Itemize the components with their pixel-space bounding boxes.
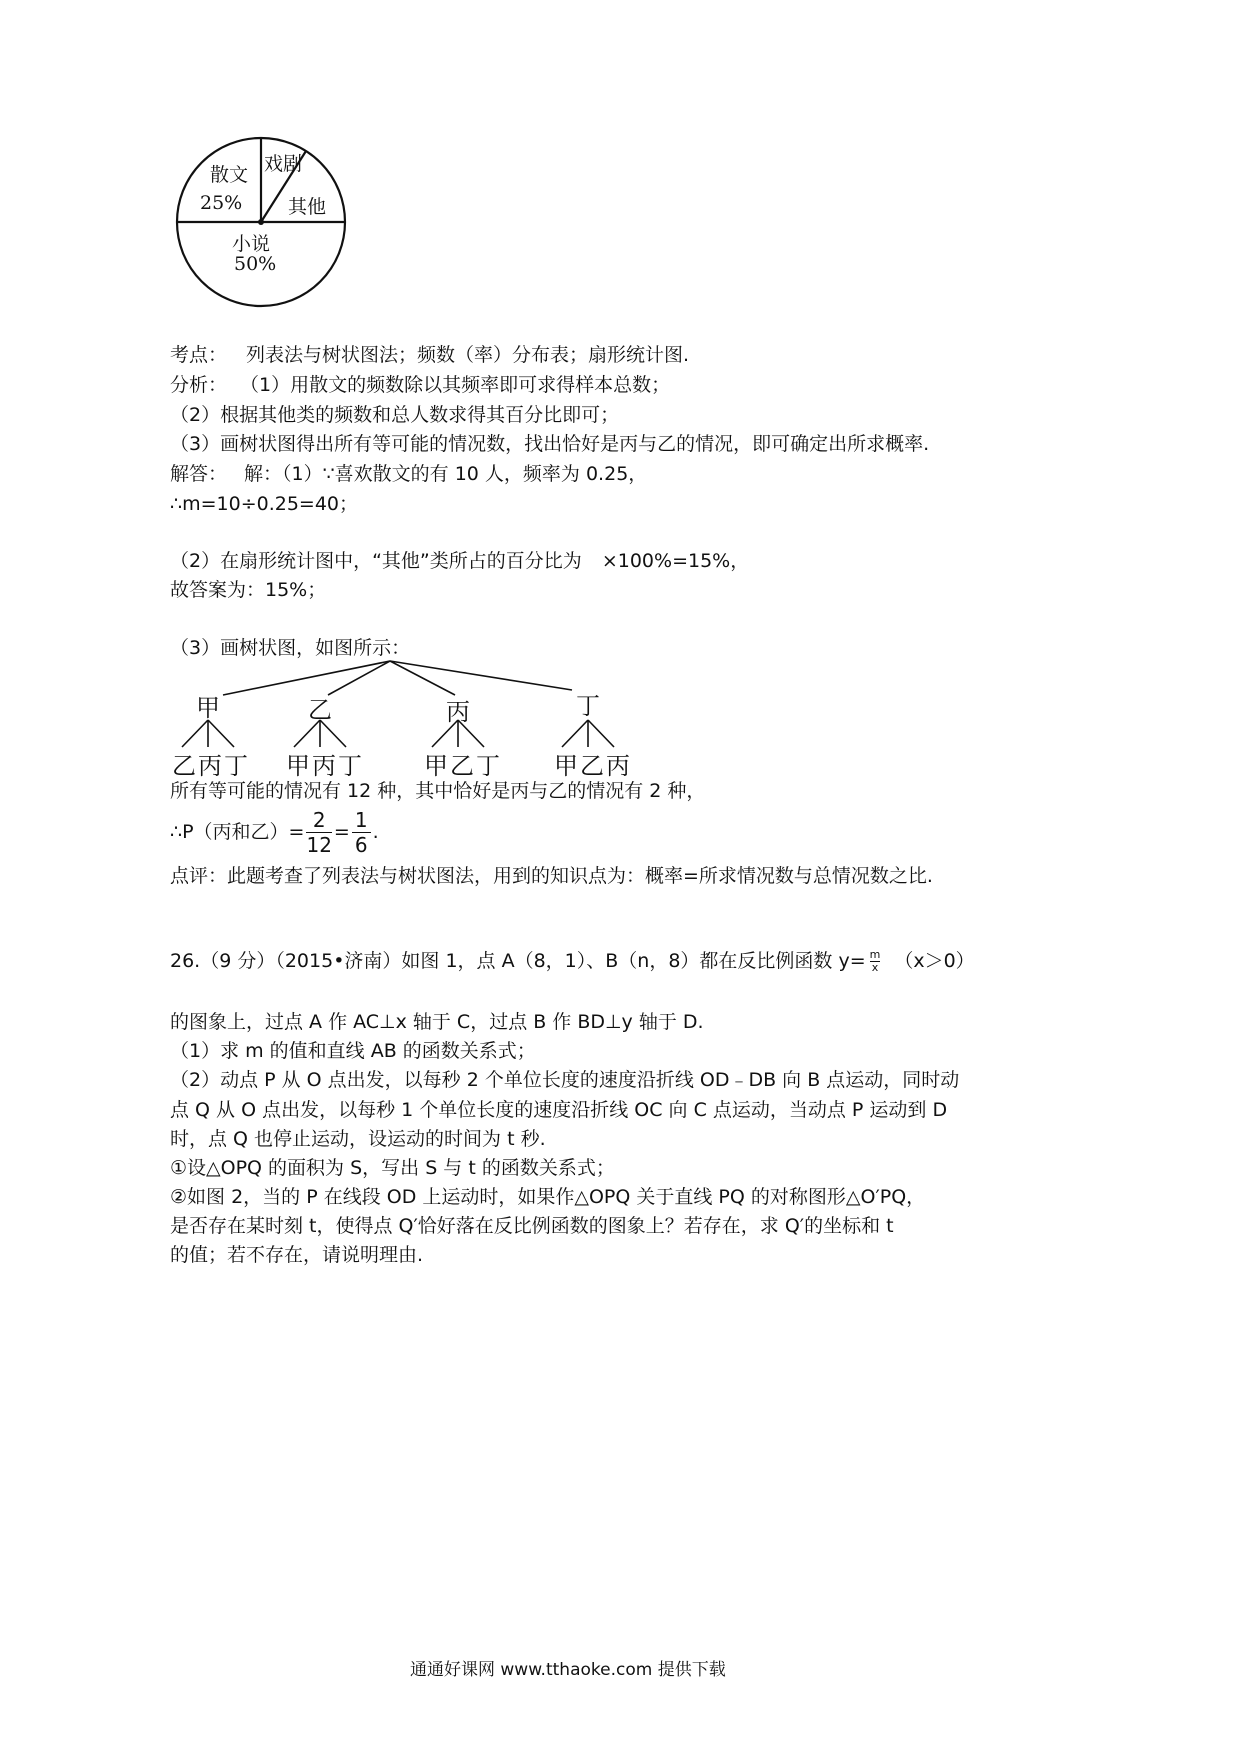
- fenxi-line-3: （3）画树状图得出所有等可能的情况数，找出恰好是丙与乙的情况，即可确定出所求概率.: [170, 433, 930, 455]
- part2-text-a: （2）在扇形统计图中，“其他”类所占的百分比为: [170, 550, 582, 572]
- problem26-line-5: 点 Q 从 O 点出发，以每秒 1 个单位长度的速度沿折线 OC 向 C 点运动，当动点 P 运动到 D: [170, 1099, 948, 1121]
- pie-label-xiaoshuo-pct: 50%: [234, 253, 277, 275]
- part2-text-b: ×100%=15%，: [601, 550, 750, 572]
- tree-node-yi: 乙: [308, 696, 332, 724]
- page-footer: 通通好课网 www.tthaoke.com 提供下载: [410, 1660, 726, 1680]
- result-prefix: ∴P（丙和乙）=: [170, 821, 305, 843]
- fraction-denominator: 12: [306, 833, 332, 857]
- pie-label-sanwen: 散文: [210, 164, 249, 186]
- result-suffix: .: [372, 821, 379, 843]
- tree-leaves-jia: 乙丙丁: [172, 752, 250, 780]
- fraction-numerator: 1: [352, 808, 371, 833]
- dianping-line: 点评：此题考查了列表法与树状图法，用到的知识点为：概率=所求情况数与总情况数之比.: [170, 865, 933, 887]
- pie-label-xiaoshuo: 小说: [232, 233, 271, 255]
- tree-node-bing: 丙: [446, 698, 470, 726]
- problem26-line-1: [170, 946, 975, 976]
- part2-line: [170, 546, 749, 576]
- fenxi-line-2: （2）根据其他类的频数和总人数求得其百分比即可；: [170, 404, 620, 426]
- part2-answer: 故答案为：15%；: [170, 579, 327, 601]
- problem26-prefix: 26.（9 分）（2015•济南）如图 1，点 A（8，1）、B（n，8）都在反比例函数 y=: [170, 950, 866, 972]
- pie-label-qita: 其他: [288, 196, 327, 218]
- jieda-line-1: 解：（1）∵喜欢散文的有 10 人，频率为 0.25，: [244, 463, 648, 485]
- pie-label-xiju: 戏剧: [264, 153, 303, 175]
- result-line-2: [170, 808, 379, 857]
- tree-node-jia: 甲: [196, 694, 220, 722]
- kaodian-text: 列表法与树状图法；频数（率）分布表；扇形统计图.: [246, 344, 690, 366]
- problem26-line-2: 的图象上，过点 A 作 AC⊥x 轴于 C，过点 B 作 BD⊥y 轴于 D.: [170, 1011, 704, 1033]
- tree-leaves-bing: 甲乙丁: [424, 752, 502, 780]
- fraction-2-12: [306, 808, 331, 857]
- fenxi-label: 分析：: [170, 374, 228, 396]
- problem26-line-3: （1）求 m 的值和直线 AB 的函数关系式；: [170, 1040, 536, 1062]
- jieda-line-2: ∴m=10÷0.25=40；: [170, 493, 359, 515]
- fraction-m-over-x: [870, 949, 881, 974]
- fraction-1-6: [352, 808, 371, 857]
- problem26-line-4: （2）动点 P 从 O 点出发，以每秒 2 个单位长度的速度沿折线 OD﹣DB 向 B 点运动，同时动: [170, 1069, 960, 1091]
- problem26-line-10: 的值；若不存在，请说明理由.: [170, 1244, 424, 1266]
- tree-node-ding: 丁: [576, 692, 600, 720]
- problem26-line-9: 是否存在某时刻 t，使得点 Q′恰好落在反比例函数的图象上？若存在，求 Q′的坐标和 t: [170, 1215, 894, 1237]
- jieda-label: 解答：: [170, 463, 228, 485]
- problem26-domain: （x＞0）: [894, 950, 975, 972]
- fraction-denominator: 6: [354, 833, 368, 857]
- problem26-line-7: ①设△OPQ 的面积为 S，写出 S 与 t 的函数关系式；: [170, 1157, 615, 1179]
- tree-leaves-ding: 甲乙丙: [554, 752, 632, 780]
- equals-sign: =: [333, 821, 350, 843]
- problem26-line-6: 时，点 Q 也停止运动，设运动的时间为 t 秒.: [170, 1128, 546, 1150]
- pie-label-sanwen-pct: 25%: [200, 192, 243, 214]
- kaodian-label: 考点：: [170, 344, 228, 366]
- fenxi-line-1: （1）用散文的频数除以其频率即可求得样本总数；: [240, 374, 671, 396]
- result-line-1: 所有等可能的情况有 12 种，其中恰好是丙与乙的情况有 2 种，: [170, 780, 706, 802]
- tree-leaves-yi: 甲丙丁: [286, 752, 364, 780]
- fraction-numerator: m: [869, 948, 881, 961]
- fraction-denominator: x: [871, 961, 879, 974]
- problem26-line-8: ②如图 2，当的 P 在线段 OD 上运动时，如果作△OPQ 关于直线 PQ 的对称图形△O′PQ，: [170, 1186, 926, 1208]
- part3-line: （3）画树状图，如图所示：: [170, 637, 411, 659]
- fraction-numerator: 2: [306, 808, 331, 833]
